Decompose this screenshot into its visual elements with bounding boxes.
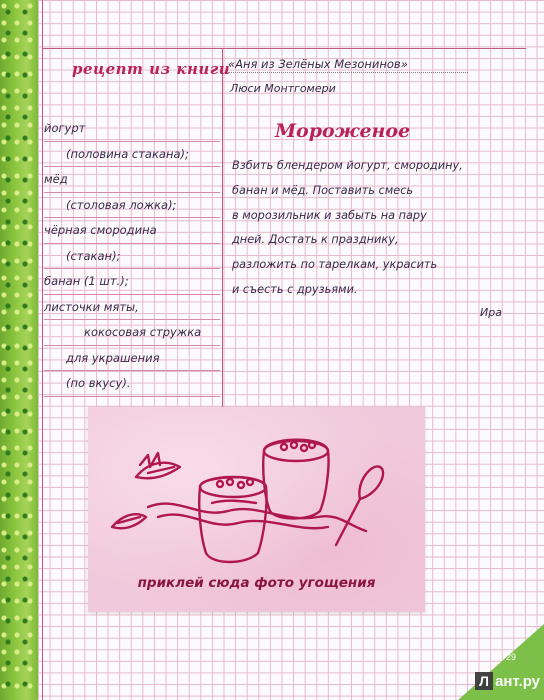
recipe-line: в морозильник и забыть на пару <box>232 208 427 222</box>
watermark-text: ант.ру <box>495 672 540 690</box>
book-label: рецепт из книги <box>72 60 231 78</box>
spoon-icon <box>336 499 360 545</box>
photo-caption: приклей сюда фото угощения <box>137 575 376 591</box>
watermark-logo-icon: Л <box>475 672 493 690</box>
ingredient-line: мёд <box>44 167 220 193</box>
ingredient-line: (по вкусу). <box>44 371 220 397</box>
recipe-line: Взбить блендером йогурт, смородину, <box>232 159 463 172</box>
recipe-title: Мороженое <box>275 120 411 142</box>
book-author: Люси Монтгомери <box>230 82 336 95</box>
photo-placeholder <box>88 407 425 612</box>
ingredient-line: йогурт <box>44 116 220 142</box>
page-number: 29 <box>505 652 516 662</box>
recipe-line: разложить по тарелкам, украсить <box>232 258 438 272</box>
ingredient-line: (столовая ложка); <box>44 193 220 219</box>
ingredient-line: для украшения <box>44 346 220 372</box>
ingredient-line: (половина стакана); <box>44 142 220 168</box>
ingredient-line: кокосовая стружка <box>44 320 220 346</box>
ingredient-line: листочки мяты, <box>44 295 220 321</box>
ingredient-line: (стакан); <box>44 244 220 270</box>
green-side-stripe <box>0 0 38 700</box>
recipe-line: банан и мёд. Поставить смесь <box>232 183 414 197</box>
book-title: «Аня из Зелёных Мезонинов» <box>228 57 408 71</box>
front-cup <box>199 477 266 562</box>
ingredient-line: банан (1 шт.); <box>44 269 220 295</box>
signature: Ира <box>480 306 502 319</box>
ingredient-line: чёрная смородина <box>44 218 220 244</box>
watermark <box>475 672 540 690</box>
recipe-line: и съесть с друзьями. <box>232 282 358 296</box>
ribbon-shape <box>148 504 366 531</box>
recipe-body <box>232 154 502 303</box>
back-cup <box>263 440 328 519</box>
title-underline <box>228 72 468 73</box>
column-divider <box>222 48 223 418</box>
ingredient-list <box>44 116 220 397</box>
recipe-line: дней. Достать к празднику, <box>232 233 399 247</box>
